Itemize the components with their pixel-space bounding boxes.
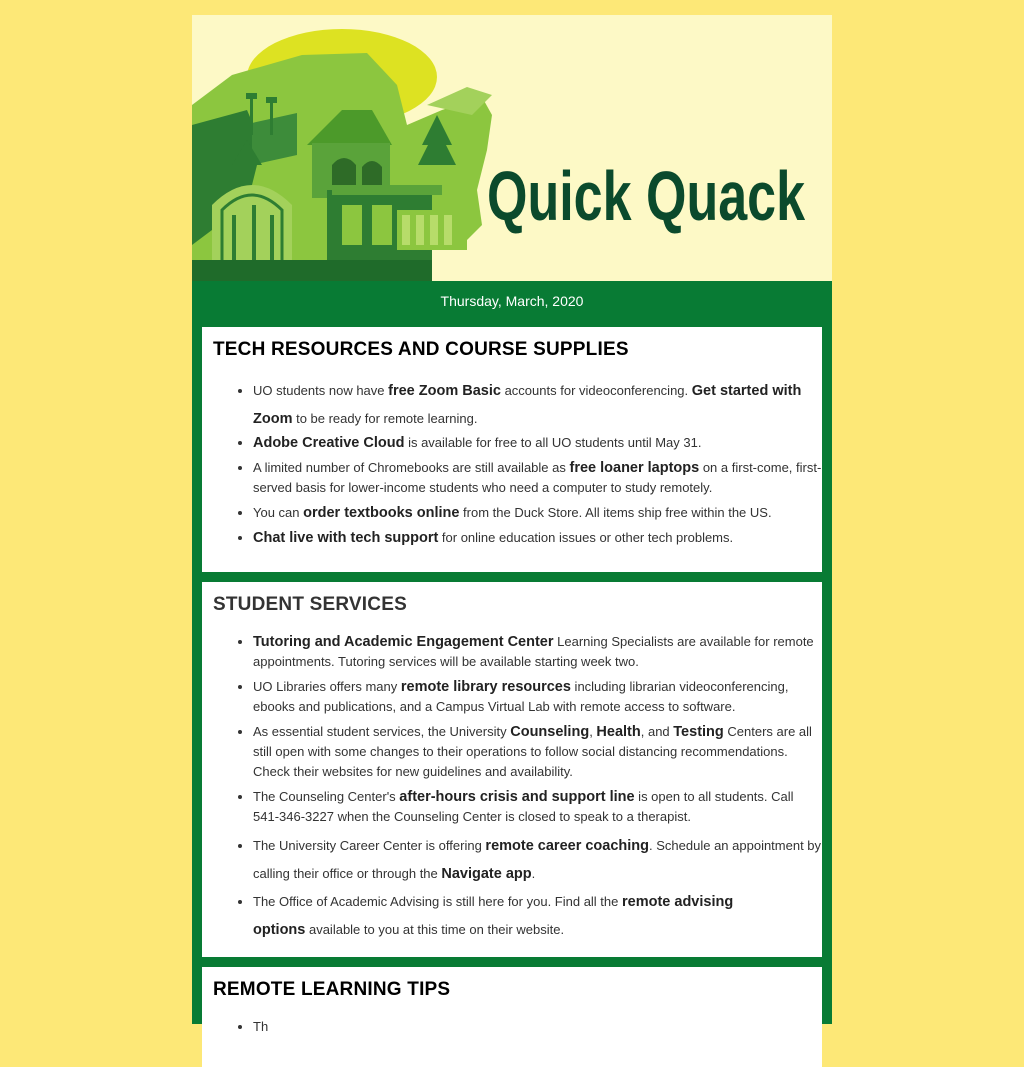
- list-item: [253, 503, 822, 523]
- item-text: The Counseling Center's: [253, 789, 400, 804]
- duck-campus-illustration: [192, 15, 832, 281]
- item-text: UO Libraries offers many: [253, 679, 401, 694]
- section-tech-resources: [202, 327, 822, 572]
- item-text: UO students now have: [253, 383, 389, 398]
- banner-title: Quick Quack: [487, 157, 806, 235]
- item-text: including librarian videoconferencing, ebooks and publications, and a Campus Virtual Lab with remote access to software.: [253, 679, 789, 714]
- item-text: The Office of Academic Advising is still here for you. Find all the: [253, 894, 622, 909]
- list-item: [253, 677, 822, 717]
- list-item: [253, 722, 822, 782]
- item-text: ,: [589, 724, 597, 739]
- link-remote-advising-options[interactable]: remote advising options: [253, 894, 734, 938]
- list-item: [253, 528, 822, 548]
- list-item: [253, 458, 822, 498]
- list-item: [253, 377, 822, 433]
- item-text: .: [531, 866, 536, 881]
- item-text: is available for free to all UO students until May 31.: [404, 435, 702, 450]
- link-remote-library-resources[interactable]: remote library resources: [400, 679, 571, 695]
- list-item: • Th: [253, 1017, 822, 1037]
- link-free-loaner-laptops[interactable]: free loaner laptops: [569, 460, 700, 476]
- section-title: REMOTE LEARNING TIPS: [213, 979, 451, 1000]
- item-text: , and: [640, 724, 674, 739]
- link-order-textbooks[interactable]: order textbooks online: [303, 505, 460, 521]
- link-free-zoom-basic[interactable]: free Zoom Basic: [388, 383, 501, 399]
- tech-resources-list: [202, 377, 822, 569]
- list-item: [253, 888, 822, 944]
- item-text: on a first-come, first-served basis for lower-income students who need a computer to study remotely.: [253, 460, 822, 495]
- item-text: accounts for videoconferencing.: [500, 383, 692, 398]
- remote-learning-list: [202, 1017, 822, 1058]
- issue-date: Thursday, March, 2020: [440, 293, 584, 309]
- list-item: [253, 632, 822, 672]
- item-text: Centers are all still open with some changes to their operations to follow social distancing recommendations. Check their websites for new guidelines and availability.: [253, 724, 812, 779]
- section-title: TECH RESOURCES AND COURSE SUPPLIES: [213, 339, 629, 360]
- link-testing[interactable]: Testing: [673, 724, 724, 740]
- section-student-services: [202, 582, 822, 957]
- item-text: from the Duck Store. All items ship free within the US.: [459, 505, 772, 520]
- item-text: to be ready for remote learning.: [292, 411, 478, 426]
- link-crisis-support-line[interactable]: after-hours crisis and support line: [399, 789, 635, 805]
- item-text: for online education issues or other tech problems.: [438, 530, 734, 545]
- list-item: [253, 787, 822, 827]
- link-chat-tech-support[interactable]: Chat live with tech support: [253, 530, 439, 546]
- section-title: STUDENT SERVICES: [213, 594, 407, 615]
- item-text: A limited number of Chromebooks are still available as: [253, 460, 570, 475]
- item-text: available to you at this time on their website.: [305, 922, 565, 937]
- link-get-started-zoom[interactable]: Get started with Zoom: [253, 383, 802, 427]
- link-remote-career-coaching[interactable]: remote career coaching: [485, 838, 650, 854]
- section-remote-learning-tips: [202, 967, 822, 1067]
- item-text: . Schedule an appointment by calling their office or through the: [253, 838, 822, 881]
- item-text: As essential student services, the University: [253, 724, 511, 739]
- newsletter: [192, 15, 832, 1034]
- banner: [192, 15, 832, 281]
- item-text: The University Career Center is offering: [253, 838, 486, 853]
- link-tutoring-center[interactable]: Tutoring and Academic Engagement Center: [253, 634, 554, 650]
- list-item: [253, 433, 822, 453]
- link-adobe-creative-cloud[interactable]: Adobe Creative Cloud: [253, 435, 405, 451]
- item-text: is open to all students. Call 541-346-3227 when the Counseling Center is closed to speak to a therapist.: [253, 789, 794, 824]
- item-text: You can: [253, 505, 304, 520]
- student-services-list: [202, 632, 822, 960]
- list-item: [253, 832, 822, 888]
- link-navigate-app[interactable]: Navigate app: [441, 866, 532, 882]
- item-text: Learning Specialists are available for remote appointments. Tutoring services will be available starting week two.: [253, 634, 814, 669]
- link-health[interactable]: Health: [596, 724, 641, 740]
- link-counseling[interactable]: Counseling: [510, 724, 590, 740]
